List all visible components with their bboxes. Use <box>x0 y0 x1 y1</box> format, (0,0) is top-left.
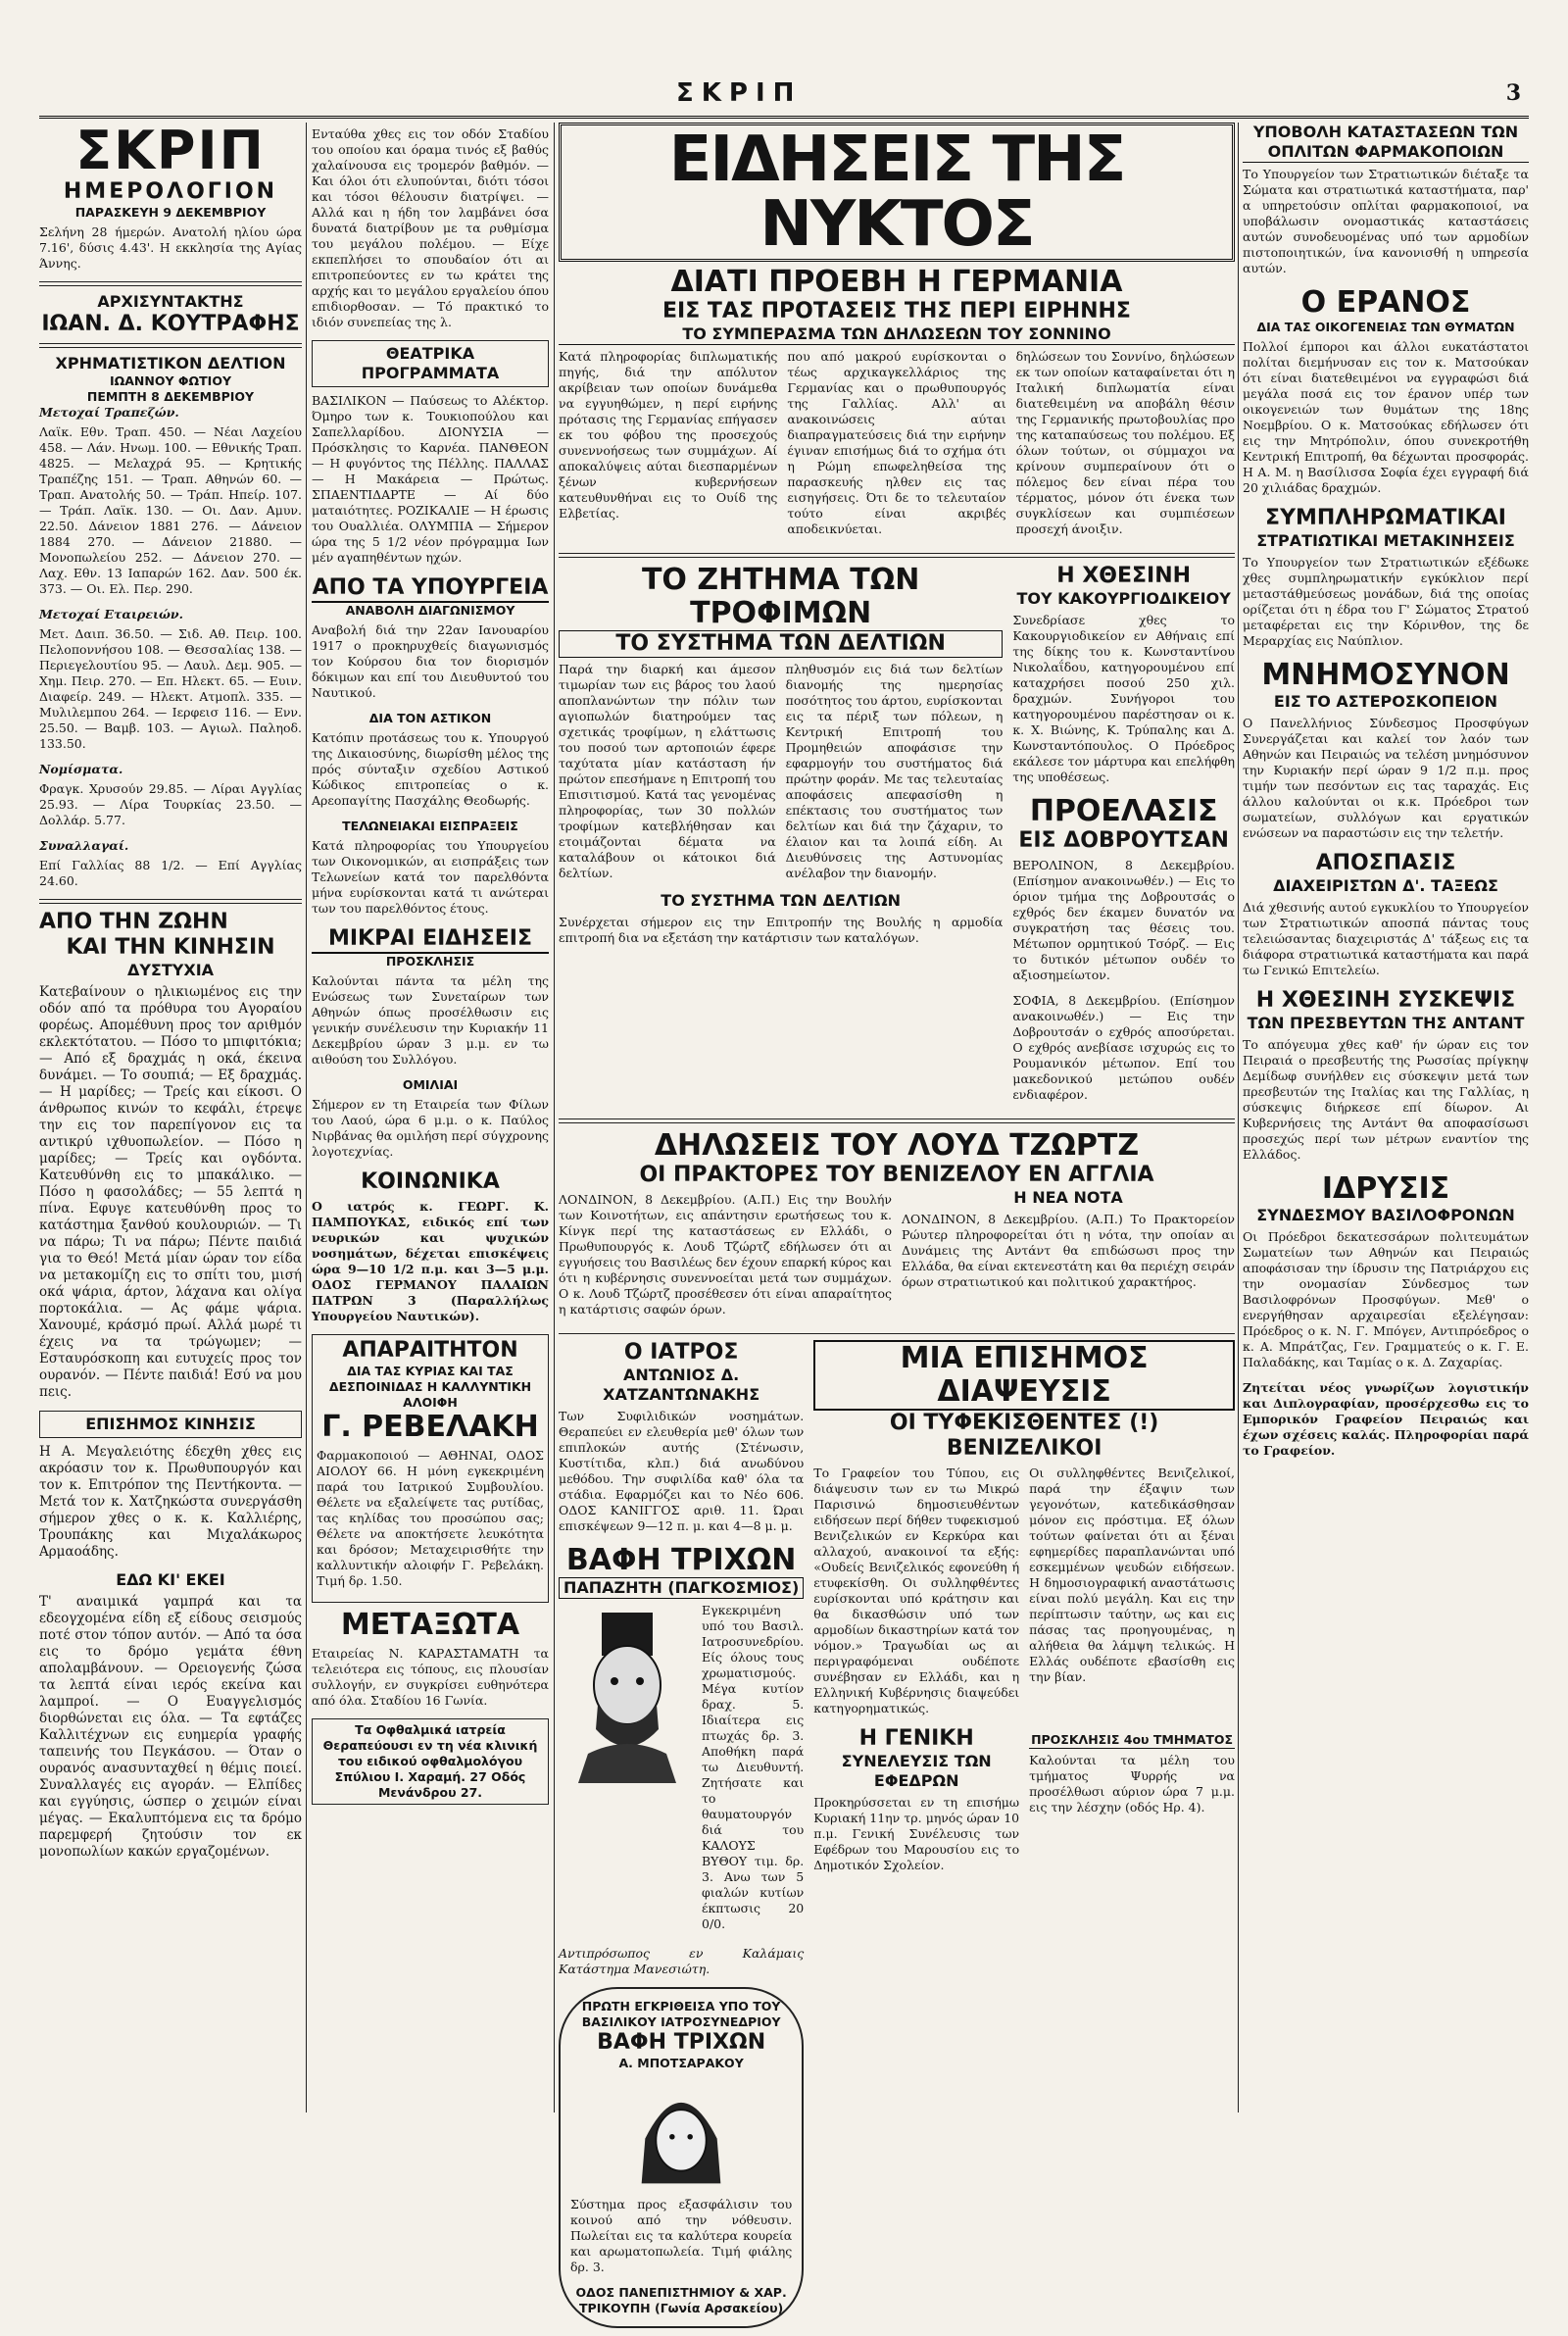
denial-story <box>813 1340 1235 2336</box>
divider <box>559 1333 1235 1334</box>
article-text: που από μακρού ευρίσκονται ο τέως αρχικαγκελλάριος της Γερμανίας και ο πρωθυπουργός της Γαλλίας. Αλλ' αι ανακοινώσεις αύται διαπραγματεύσεις διά την ειρήνην έγιναν επισήμως διά το σχήμα ότι η Ρώμη επωφεληθείσα της παρασκευής ηλθεν εις τας εισηγήσεις. Ότι δε το τελευταίον τούτο είναι ακριβές αποδεικνύεται. <box>787 349 1006 536</box>
bulletin-subtitle: Μετοχαί Εταιρειών. <box>39 607 183 621</box>
subheadline: ΤΟΥ ΚΑΚΟΥΡΓΙΟΔΙΚΕΙΟΥ <box>1016 589 1231 608</box>
article-text: δηλώσεων του Σοννίνο, δηλώσεων εκ των οποίων καταφαίνεται ότι η Ιταλική διπλωματία είναι διατεθειμένη να αποβάλη θέσιν της Γερμανικής πρωτοβουλίας προ της καταπαύσεως του πολέμου. Εξ όλων τούτων, οι σύμμαχοι να κρίνουν συμπεραίνουν ότι ο πόλεμος δεν είναι πέρα του τέρματος, μόνον ότι ένεκα των συγκλίσεων και συμπιέσεων προσεχή άνοιξιν. <box>1015 349 1235 536</box>
advertisement: Τα Οφθαλμικά ιατρεία Θεραπεύουσι εν τη νέα κλινική του ειδικού οφθαλμολόγου Σπύλιου Ι. Χαραμή. 27 Οδός Μενάνδρου 27. <box>312 1718 549 1805</box>
headline: ΔΗΛΩΣΕΙΣ ΤΟΥ ΛΟΥΔ ΤΖΩΡΤΖ <box>654 1128 1140 1163</box>
ad-text: Εταιρείας Ν. ΚΑΡΑΣΤΑΜΑΤΗ τα τελειότερα εις τόπους, εις πλουσίαν συλλογήν, εν συγκρίσει ευθηνότερα από όλα. Σταδίου 16 Γωνία. <box>312 1646 549 1708</box>
food-story <box>559 564 1003 1113</box>
article-head: ΙΔΡΥΣΙΣ <box>1321 1171 1450 1206</box>
editor-label: ΑΡΧΙΣΥΝΤΑΚΤΗΣ <box>97 292 244 311</box>
article-text: Σήμερον εν τη Εταιρεία των Φίλων του Λαού, ώρα 6 μ.μ. ο κ. Παύλος Νιρβάνας θα ομιλήση περί σύγχρονης λογοτεχνίας. <box>312 1097 549 1159</box>
bulletin-subtitle: Μετοχαί Τραπεζών. <box>39 405 179 420</box>
subheadline: ΣΥΝΕΛΕΥΣΙΣ ΤΩΝ ΕΦΕΔΡΩΝ <box>841 1752 992 1790</box>
divider <box>559 553 1235 558</box>
article-text: Κατά πληροφορίας διπλωματικής πηγής, διά την απόλυτον ακρίβειαν των οποίων δυνάμεθα να εγγυηθώμεν, η περί ειρήνης πρότασις της Γερμανίας επήγασεν εκ του φόβου της προσεχούς συνεννοήσεως των συμμάχων. Αί αποκαλύψεις αύται διεσπαρμένων ξένων κυβερνήσεων κατευθυνθήναι εις το Ουίδ της Ελβετίας. <box>559 349 778 521</box>
article-text: Ενταύθα χθες εις τον οδόν Σταδίου του οποίου και όραμα τινός εξ βαθύς χαλαίνουσα εις τρομερόν βαθμόν. — Και όλοι ότι ελυπούνται, διότι τόσοι και τόσοι θέλουσιν διατρίψει. — Αλλά και η ήδη τον λαμβάνει όσα δυνατά διατρίβουν με τα ρυθμίσμα του μεγάλου πολέμου. — Είχε εκπεπλήσει το σπουδαίον ότι αι επιτροπεύοντες εν τω κράτει της αρχής και το μεγάλου εργαλείου όπου επιδιορθοσαν. — Τό πρακτικό το ιδιόν συνεπείας της λ. <box>312 126 549 329</box>
divider <box>559 1118 1235 1123</box>
article-head: ΕΠΙΣΗΜΟΣ ΚΙΝΗΣΙΣ <box>39 1411 302 1438</box>
article-head: ΣΥΜΠΛΗΡΩΜΑΤΙΚΑΙ <box>1265 506 1506 530</box>
ad-brand: ΠΑΠΑΖΗΤΗ (ΠΑΓΚΟΣΜΙΟΣ) <box>559 1577 804 1599</box>
bulletin-date: ΠΕΜΠΤΗ 8 ΔΕΚΕΜΒΡΙΟΥ <box>86 389 255 404</box>
article-text: Πολλοί έμποροι και άλλοι ευκατάστατοι πολίται διεμήνυσαν εις τον κ. Ματσούκαν ότι είναι διατεθειμένοι να εγγραφώσι διά μεγάλα ποσά εις τον έρανον υπέρ των οικογενειών των θυμάτων της 18ης Νοεμβρίου. Ο κ. Ματσούκας εδήλωσεν ότι εις την Μητρόπολιν, όπου συνεκροτήθη Κεντρική Επιτροπή, θα δέχωνται προσφοράς. Η Α. Μ. η Βασίλισσα Σοφία έχει εγγραφή διά 20 χιλιάδας δραχμών. <box>1243 339 1529 495</box>
article-text: ΛΟΝΔΙΝΟΝ, 8 Δεκεμβρίου. (Α.Π.) Το Πρακτορείον Ρώυτερ πληροφορείται ότι η νότα, την οποίαν αι Δυνάμεις της Αντάντ θα επιδώσωσι προς την Ελλάδα, θα είναι εκτενεστάτη και θα περιέχη σειράν όρων στρατιωτικού και πολιτικού χαρακτήρος. <box>902 1212 1235 1289</box>
article-subhead: ΤΩΝ ΠΡΕΣΒΕΥΤΩΝ ΤΗΣ ΑΝΤΑΝΤ <box>1247 1014 1525 1032</box>
article-head: ΑΠΟΣΠΑΣΙΣ <box>1315 851 1456 875</box>
article-head: ΘΕΑΤΡΙΚΑ ΠΡΟΓΡΑΜΜΑΤΑ <box>312 340 549 387</box>
article-subhead: ΟΜΙΛΙΑΙ <box>402 1077 459 1092</box>
bulletin-title: ΧΡΗΜΑΤΙΣΤΙΚΟΝ ΔΕΛΤΙΟΝ <box>55 354 286 373</box>
article-subhead: ΠΡΟΣΚΛΗΣΙΣ <box>385 954 475 969</box>
article-subhead: ΔΙΑΧΕΙΡΙΣΤΩΝ Δ'. ΤΑΞΕΩΣ <box>1273 876 1498 895</box>
ads-column <box>559 1340 804 2336</box>
second-row <box>559 564 1235 1113</box>
column-2 <box>312 123 549 2112</box>
column-rule <box>554 123 555 2112</box>
almanac-text: Σελήνη 28 ήμερών. Ανατολή ηλίου ώρα 7.16', δύσις 4.43'. Η εκκλησία της Αγίας Άννης. <box>39 224 302 271</box>
article-text: πληθυσμόν εις διά των δελτίων διανομής της ημερησίας ποσότητος του άρτου, ευρίσκονται εις τα πέριξ των πόλεων, η Κεντρική Επιτροπή του Προμηθειών αποφάσισε την εφαρμογήν του συστήματος διά πρώτην φοράν. Με τας τελευταίας αποφάσεις απεφασίσθη η επέκτασις του συστήματος των δελτίων και διά την ζάχαριν, το έλαιον και τα λοιπά είδη. Αι Διευθύνσεις της Αστυνομίας ανέλαβον την διανομήν. <box>785 662 1004 880</box>
article-text: ΒΑΣΙΛΙΚΟΝ — Παύσεως το Αλέκτορ. Όμηρο των κ. Τουκιοπούλου και Σαπελλαρίδου. ΔΙΟΝΥΣΙΑ — Πρόσκλησις το Καρνέα. ΠΑΝΘΕΟΝ — Η φυγόντος της Πέλλης. ΠΑΛΛΑΣ — Η Μακάρεια — Πρώτως. ΣΠΑΕΝΤΙΔΑΡΤΕ — Αί δύο ματαιότητες. ΡΟΖΙΚΑΛΙΕ — Η έρωσις του Ουαλλιέα. ΟΛΥΜΠΙΑ — Σήμερον ώρα της 5 1/2 νέον πρόγραμμα Ιων μέν αγαπηθέντων ηχών. <box>312 393 549 565</box>
masthead-title: ΣΚΡΙΠ <box>676 78 803 108</box>
article-subhead: ΤΕΛΩΝΕΙΑΚΑΙ ΕΙΣΠΡΑΞΕΙΣ <box>342 819 518 833</box>
bulletin-subtitle: Συναλλαγαί. <box>39 838 129 853</box>
advertisement <box>559 1987 804 2328</box>
banner-headline: ΕΙΔΗΣΕΙΣ ΤΗΣ ΝΥΚΤΟΣ <box>559 123 1235 262</box>
logo: ΣΚΡΙΠ <box>75 120 266 181</box>
ad-brand: Α. ΜΠΟΤΣΑΡΑΚΟΥ <box>618 2056 744 2070</box>
calendar-title: ΗΜΕΡΟΛΟΓΙΟΝ <box>63 179 278 204</box>
headline: ΠΡΟΕΛΑΣΙΣ <box>1029 794 1218 828</box>
column-1 <box>39 120 302 2112</box>
article-text: Κατόπιν προτάσεως του κ. Υπουργού της Δικαιοσύνης, διωρίσθη μέλος της πρός σύνταξιν σχεδίου Αστικού Κώδικος επιτροπείας ο κ. Αρεοπαγίτης Πασχάλης Θεοδωρής. <box>312 730 549 808</box>
headline: ΜΙΑ ΕΠΙΣΗΜΟΣ ΔΙΑΨΕΥΣΙΣ <box>813 1340 1235 1411</box>
article-text: Το Υπουργείον των Στρατιωτικών διέταξε τα Σώματα και στρατιωτικά καταστήματα, παρ' α υπηρετούσιν οπλίται φαρμακοποιοί, να υποβάλωσιν ονομαστικάς καταστάσεις αυτών συνοδευομένας υπό των αρμοδίων πιστοποιητικών, ίνα κανονισθή η υπηρεσία αυτών. <box>1243 167 1529 275</box>
column-6 <box>1243 123 1529 2112</box>
ad-text: Των Συφιλιδικών νοσημάτων. Θεραπεύει εν ελευθερία μεθ' όλων των επιπλοκών αυτής (Στένωσιν, Κυστίτιδα, κλπ.) διά ανωδύνου μεθόδου. Την συφιλίδα καθ' όλα τα στάδια. Εφαρμόζει και το Νέο 606. ΟΔΟΣ ΚΑΝΙΓΓΟΣ αριθ. 11. Ώραι επισκέψεων 9—12 π. μ. και 4—8 μ. μ. <box>559 1409 805 1533</box>
headline: ΕΙΣ ΤΑΣ ΠΡΟΤΑΣΕΙΣ ΤΗΣ ΠΕΡΙ ΕΙΡΗΝΗΣ <box>662 299 1131 323</box>
divider <box>39 281 302 286</box>
ad-head: Ο ΙΑΤΡΟΣ <box>623 1340 739 1365</box>
article-subhead: ΣΤΡΑΤΙΩΤΙΚΑΙ ΜΕΤΑΚΙΝΗΣΕΙΣ <box>1256 531 1515 550</box>
divider <box>39 343 302 348</box>
ad-brand: Γ. ΡΕΒΕΛΑΚΗ <box>321 1410 539 1444</box>
article-text: Το Γραφείον του Τύπου, εις διάψευσιν των εν τω Μικρώ Παρισινώ δημοσιευθέντων ειδήσεων περί δήθεν τυφεκισμού Βενιζελικών εν Κερκύρα και αλλαχού, ανακοινοί τα εξής: «Ουδείς Βενιζελικός εφονεύθη ή ετυφεκίσθη. Οι συλληφθέντες ευρίσκονται υπό κράτησιν και θα δικασθώσιν υπό των αρμοδίων δικαστηρίων κατά τον νόμον.» Τραγωδίαι ως αι περιγραφόμεναι ουδέποτε συνέβησαν εν Ελλάδι, και η Ελληνική Κυβέρνησις διαψεύδει κατηγορηματικώς. <box>813 1466 1020 1715</box>
article-text: Προκηρύσσεται εν τη επισήμω Κυριακή 11ην τρ. μηνός ώραν 10 π.μ. Γενική Συνέλευσις των Εφέδρων του Μαρουσίου εις το Δημοτικόν Σχολείον. <box>813 1795 1020 1872</box>
article-head: ΕΔΩ ΚΙ' ΕΚΕΙ <box>116 1570 225 1589</box>
article-head: ΠΡΟΣΚΛΗΣΙΣ 4ου ΤΜΗΜΑΤΟΣ <box>1031 1732 1234 1747</box>
article-subhead: ΔΙΑ ΤΟΝ ΑΣΤΙΚΟΝ <box>368 711 492 725</box>
woman-portrait-illustration <box>627 2075 735 2193</box>
headline: Η ΓΕΝΙΚΗ <box>858 1726 974 1751</box>
article-text: Ο ιατρός κ. ΓΕΩΡΓ. Κ. ΠΑΜΠΟΥΚΑΣ, ειδικός επί των νευρικών και ψυχικών νοσημάτων, δέχεται επισκέψεις ώρα 9—10 1/2 π.μ. και 3—5 μ.μ. ΟΔΟΣ ΓΕΡΜΑΝΟΥ ΠΑΛΑΙΩΝ ΠΑΤΡΩΝ 3 (Παραλλήλως Υπουργείου Ναυτικών). <box>312 1199 549 1323</box>
headline: Η ΧΘΕΣΙΝΗ <box>1056 564 1192 588</box>
article-text: ΒΕΡΟΛΙΝΟΝ, 8 Δεκεμβρίου. (Επίσημον ανακοινωθέν.) — Εις το όριον τμήμα της Δοβρουτσάς ο εχθρός δεν έκαμεν δυνατόν να συγκρατήση τας θέσεις του. Μέτωπον ορμητικού Τσόρζ. — Εις το δυτικόν μέτωπον ουδέν το αξιοσημείωτον. <box>1012 858 1235 982</box>
side-stories <box>1012 564 1235 1113</box>
article-text: Αναβολή διά την 22αν Ιανουαρίου 1917 ο προκηρυχθείς διαγωνισμός τον Κούρσου δια τον διορισμόν δόκιμων και επί του Διευθυντού του Ναυτικού. <box>312 622 549 700</box>
headline: ΤΟ ΖΗΤΗΜΑ ΤΩΝ ΤΡΟΦΙΜΩΝ <box>641 563 920 630</box>
article-head: ΤΟ ΣΥΣΤΗΜΑ ΤΩΝ ΔΕΛΤΙΩΝ <box>661 891 902 910</box>
advertisement <box>312 1334 549 1603</box>
article-text: Τ' αναιμικά γαμπρά και τα εδεογχομένα είδη εξ είδους σεισμούς ποτέ στον τόπον αυτόν. — Από τα όσα εις το δρόμο γεμάτα έθνη απολαμβάνουν. — Ορειογενής ζώσα τα λεπτά είναι ιερός εκείνα και λαμπροί. — Ο Ευαγγελισμός διορθώνεται εις όλα. — Τα εφτάζες Καλλιτέχνων εις ευημερία γραφής ταπεινής του Πεγκάσου. — Όταν ο ουρανός ανασυνταχθεί η θέμις ποιεί. Συναλλαγές εις αγοράν. — Ελπίδες και εγγύησις, ώσπερ ο χειμών είναι μέγας. — Εκαλυπτόμενα εις τα δρόμο παρεμφερή ζητούσιν τον εκ μονοπωλίων κακών εργαζομένων. <box>39 1594 302 1860</box>
section-head: ΑΠΟ ΤΗΝ ΖΩΗΝ <box>39 910 228 934</box>
subheadline: ΕΙΣ ΔΟΒΡΟΥΤΣΑΝ <box>1018 828 1229 853</box>
article-text: Η Α. Μεγαλειότης έδεχθη χθες εις ακρόασιν τον κ. Πρωθυπουργόν και τον κ. Επιτρόπον της Πεντήκοντα. — Μετά τον κ. Χατζηκώστα συνεργάσθη σήμερον χθες ο κ. κ. Καλλιέρης, Τρουπάκης και Μιχαλάκωρος Αρμαοάδης. <box>39 1444 302 1560</box>
article-text: Ο Πανελλήνιος Σύνδεσμος Προσφύγων Συνεργάζεται και καλεί τον λαόν των Αθηνών και Πειραιώς να τελέση μνημόσυνον την Κυριακήν περί ώραν 9 1/2 π.μ. προς τιμήν των πεσόντων εις τας ταραχάς. Εις άλλου καλούνται οι κ.κ. Πρόεδροι των σωματείων, συλλόγων και εργατικών ενώσεων να παραστώσιν εις την τελετήν. <box>1243 716 1529 840</box>
section-head: ΑΠΟ ΤΑ ΥΠΟΥΡΓΕΙΑ <box>312 575 549 603</box>
bulletin-subtitle: Νομίσματα. <box>39 762 123 776</box>
article-subhead: ΕΙΣ ΤΟ ΑΣΤΕΡΟΣΚΟΠΕΙΟΝ <box>1273 692 1498 711</box>
article-head: Η ΧΘΕΣΙΝΗ ΣΥΣΚΕΨΙΣ <box>1255 988 1516 1013</box>
bulletin-text: Φραγκ. Χρυσούν 29.85. — Λίραι Αγγλίας 25.93. — Λίρα Τουρκίας 23.50. — Δολλάρ. 5.77. <box>39 781 302 827</box>
article-subhead: ΔΙΑ ΤΑΣ ΟΙΚΟΓΕΝΕΙΑΣ ΤΩΝ ΘΥΜΑΤΩΝ <box>1256 320 1515 334</box>
article-head: ΔΥΣΤΥΧΙΑ <box>126 961 215 979</box>
classified-ad: Ζητείται νέος γνωρίζων λογιστικήν και Διπλογραφίαν, προσέρχεσθω εις το Εμπορικόν Γραφείον Πειραιώς και έχων σχέσεις καλάς. Πληροφορίαι παρά το Γραφείον. <box>1243 1380 1529 1458</box>
article-text: Παρά την διαρκή και άμεσον τιμωρίαν των εις βάρος του λαού αποπλανώντων την πόλιν των αγιοπωλών διατηρούμεν τας σχετικάς τροφίμων, η ελάττωσις του ποσού των αρτοποιών έφερε ταχύτατα μίαν κατάσταση ήν πρώτον επεσήμανε η Επιτροπή του Επισιτισμού. Κατά τας γενομένας πληροφορίας, των 30 πολλών τροφίμων κατεβλήθησαν και ετοιμάζονται δέματα να καταλάβουν οι κάτοικοι διά δελτίων. <box>559 662 776 880</box>
article-text: ΛΟΝΔΙΝΟΝ, 8 Δεκεμβρίου. (Α.Π.) Εις την Βουλήν των Κοινοτήτων, εις απάντησιν ερωτήσεως του κ. Κίνγκ περί της καταστάσεως εν Ελλάδι, ο Πρωθυπουργός κ. Λουδ Τζώρτζ εδήλωσεν ότι αι εγγυήσεις του Βασιλέως δεν έχουν επαρκή κύρος και ότι η κυβέρνησις συνεννοείται μετά των συμμάχων. Ο κ. Λουδ Τζώρτζ προσέθεσεν ότι είναι απαραίτητος η κατάρτισις σαφών όρων. <box>559 1192 892 1317</box>
column-rule <box>306 123 307 2112</box>
bulletin-text: Λαϊκ. Εθν. Τραπ. 450. — Νέαι Λαχείου 458. — Λάν. Ηνωμ. 100. — Εθνικής Τραπ. 4825. — Μελαχρά 95. — Κρητικής Τραπέζης 151. — Τραπ. Αθηνών 60. — Τραπ. Ανατολής 50. — Τράπ. Ηπείρ. 107. — Τράπ. Λαϊκ. 130. — Οι. Δαν. Αμυν. 22.50. Δάνειον 1881 276. — Δάνειον 1884 270. — Δάνειον 21880. — Μονοπωλείου 252. — Δάνειον 270. — Λαχ. Εθν. 13 Ιαπαρών 162. Δαν. 500 έκ. 373. — Οι. Ελ. Περ. 290. <box>39 424 302 596</box>
ad-head: ΒΑΦΗ ΤΡΙΧΩΝ <box>597 2030 766 2055</box>
article-subhead: ΣΥΝΔΕΣΜΟΥ ΒΑΣΙΛΟΦΡΟΝΩΝ <box>1256 1206 1515 1224</box>
ad-head: ΑΠΑΡΑΙΤΗΤΟΝ <box>342 1338 518 1363</box>
main-news-block <box>559 123 1235 2315</box>
article-head: ΜΝΗΜΟΣΥΝΟΝ <box>1261 658 1510 692</box>
section-head: ΜΙΚΡΑΙ ΕΙΔΗΣΕΙΣ <box>312 926 549 954</box>
ad-text: Φαρμακοποιού — ΑΘΗΝΑΙ, ΟΔΟΣ ΑΙΟΛΟΥ 66. Η μόνη εγκεκριμένη παρά του Ιατρικού Συμβουλίου. Θέλετε να εξαλείψετε τας ρυτίδας, τας κηλίδας του προσώπου σας; Θέλετε να αποκτήσετε λευκότητα και δρόσον; Μεταχειρισθήτε την καλλυντικήν αλοιφήν Γ. Ρεβελάκη. Τιμή δρ. 1.50. <box>317 1448 544 1588</box>
article-text: Συνεδρίασε χθες το Κακουργιοδικείον εν Αθήναις επί της δίκης του κ. Κωνσταντίνου Νικολαΐδου, κατηγορουμένου επί καταχρήσει ποσού 250 χιλ. δραχμών. Συνήγοροι του κατηγορουμένου παρέστησαν οι κ. κ. Χ. Βιώνης, Κ. Τρύπαλης και Δ. Κωνσταντόπουλος. Ο Πρόεδρος εκάλεσε τον μάρτυρα και επελήφθη της υποθέσεως. <box>1012 613 1235 784</box>
article-text: Διά χθεσινής αυτού εγκυκλίου το Υπουργείον των Στρατιωτικών αποσπά πάντας τους τελειώσαντας διαχειριστάς Δ' τάξεως εις τα διάφορα στρατιωτικά καταστήματα και παρά τω Γενικώ Επιτελείω. <box>1243 900 1529 977</box>
subheadline: ΤΟ ΣΥΣΤΗΜΑ ΤΩΝ ΔΕΛΤΙΩΝ <box>559 630 1003 658</box>
bulletin-text: Επί Γαλλίας 88 1/2. — Επί Αγγλίας 24.60. <box>39 858 302 888</box>
ad-subhead: ΔΙΑ ΤΑΣ ΚΥΡΙΑΣ ΚΑΙ ΤΑΣ ΔΕΣΠΟΙΝΙΔΑΣ Η ΚΑΛΛΥΝΤΙΚΗ ΑΛΟΙΦΗ <box>328 1364 532 1410</box>
article-text: Το Υπουργείον των Στρατιωτικών εξέδωκε χθες συμπληρωματικήν εγκύκλιον περί μεταστάθμεύσεως μονάδων, διά της οποίας ορίζεται ότι η έδρα του Γ' Σώματος Στρατού μεταφέρεται εις την Κόρινθον, της δε Μεραρχίας εις Ναύπλιον. <box>1243 555 1529 648</box>
ad-head: ΜΕΤΑΞΩΤΑ <box>340 1608 520 1642</box>
section-subhead: ΚΑΙ ΤΗΝ ΚΙΝΗΣΙΝ <box>66 935 275 960</box>
article-text: Κατεβαίνουν ο ηλικιωμένος εις την οδόν από τα πρόθυρα του Αγοραίου φορέως. Απομέθυνη προς τον αριθμόν εκλεκτότατου. — Πόσο το μπιφιτόκια; — Από εξ δραχμάς η οκά, έκεινα δυνάμει. — Το σουπιά; — Εξ δραχμάς. — Η μαρίδες; — Τρείς και είκοσι. Ο άνθρωπος κινών το κεφάλι, έτρεψε την εις τον παρεπίγονον εις τα αντικρύ ιχθυοπωλείον. — Πόσο η μαρίδες; — Τρείς και ογδόντα. Κατευθύνθη εις το μπακάλικο. — Πόσο η φασολάδες; — 55 λεπτά η πίνα. Εφυγε κατευθύνθη προς το κατάστημα ξανθού κουλουριών. — Τι να πάρω; Τι να πάρω; Πέντε παιδιά για το Θεό! Μετά μίαν ώραν τον είδα να μετακομίζη εις το σπίτι του, μισή οκά ψάρια, άρτον, λάχανα και ολίγα πορτοκάλια. — Ας φάμε ψάρια. Χανουμέ, κράσμό πρωί. Αλλά μωρέ τι έχεις να τα τρώγωμεν; — Εσταυρόσκοπη και ευτυχείς προς τον ουρανόν. — Πέντε παιδιά! Εσύ να μου πεις. <box>39 984 302 1400</box>
article-head: Η ΝΕΑ ΝΟΤΑ <box>1013 1188 1123 1207</box>
column-rule <box>1238 123 1239 2112</box>
subheadline: ΤΟ ΣΥΜΠΕΡΑΣΜΑ ΤΩΝ ΔΗΛΩΣΕΩΝ ΤΟΥ ΣΟΝΝΙΝΟ <box>559 324 1235 345</box>
man-portrait-illustration <box>559 1607 696 1783</box>
article-head: Ο ΕΡΑΝΟΣ <box>1300 285 1471 320</box>
article-head: ΥΠΟΒΟΛΗ ΚΑΤΑΣΤΑΣΕΩΝ ΤΩΝ ΟΠΛΙΤΩΝ ΦΑΡΜΑΚΟΠΟΙΩΝ <box>1243 123 1529 163</box>
article-text: Κατά πληροφορίας του Υπουργείου των Οικονομικών, αι εισπράξεις των Τελωνείων κατά τον παρελθόντα μήνα ευρίσκονται κατά τι ανώτεραι των του παρελθόντος έτους. <box>312 838 549 916</box>
headline: ΔΙΑΤΙ ΠΡΟΕΒΗ Η ΓΕΡΜΑΝΙΑ <box>670 265 1123 299</box>
article-text: Το απόγευμα χθες καθ' ήν ώραν εις τον Πειραιά ο πρεσβευτής της Ρωσσίας πρίγκηψ Δεμίδωφ συνήλθεν εις σύσκεψιν μετά των πρεσβευτών της Ιταλίας και της Γαλλίας, η σύσκεψις διήρκεσε επί δίωρον. Αι Κυβερνήσεις της Αντάντ θα αποφασίσωσι προσεχώς περί των μέτρων εναντίον της Ελλάδος. <box>1243 1037 1529 1162</box>
ad-text: Σύστημα προς εξασφάλισιν του κοινού από την νόθευσιν. Πωλείται εις τα καλύτερα κουρεία και αρωματοπωλεία. Τιμή φιάλης δρ. 3. <box>570 2197 793 2274</box>
ad-head: ΒΑΦΗ ΤΡΙΧΩΝ <box>565 1543 797 1577</box>
masthead <box>39 76 1529 119</box>
ad-address: ΟΔΟΣ ΠΑΝΕΠΙΣΤΗΜΙΟΥ & ΧΑΡ. ΤΡΙΚΟΥΠΗ (Γωνία Αρσακείου) <box>575 2285 787 2315</box>
subheadline: ΟΙ ΤΥΦΕΚΙΣΘΕΝΤΕΣ (!) ΒΕΝΙΖΕΛΙΚΟΙ <box>889 1411 1159 1461</box>
article-subhead: ΑΝΑΒΟΛΗ ΔΙΑΓΩΝΙΣΜΟΥ <box>345 603 515 618</box>
article-text: Συνέρχεται σήμερον εις την Επιτροπήν της Βουλής η αρμοδία επιτροπή δια να εξετάση την κατάρτισιν των καταλόγων. <box>559 915 1004 945</box>
bulletin-text: Μετ. Δαιπ. 36.50. — Σιδ. Αθ. Πειρ. 100. Πελοποννήσου 108. — Θεσσαλίας 138. — Περιεγελουτίου 95. — Λαυλ. Δεμ. 905. — Χημ. Πειρ. 270. — Επ. Ηλεκτ. 65. — Ευιν. Διαφείρ. 249. — Ηλεκτ. Ατμοπλ. 335. — Μυλιλεμπου 264. — Ιερφεισ 116. — Ενν. 25.50. — Βαμβ. 103. — Αγιωλ. Παληοδ. 133.50. <box>39 626 302 751</box>
article-text: Οι Πρόεδροι δεκατεσσάρων πολιτευμάτων Σωματείων των Αθηνών και Πειραιώς αποφάσισαν την ίδρυσιν της Πατριάρχου εις την ονομασίαν Σύνδεσμος των Βασιλοφρόνων Προσφύγων. Μεθ' ο ενεργήθησαν αρχαιρεσίαι εξελέγησαν: Πρόεδρος ο κ. Ν. Γ. Μπόγεν, Αντιπρόεδρος ο κ. Α. Μπράτζας, Γεν. Γραμματεύς ο κ. Γ. Ε. Παλαδάκης, και Ταμίας ο κ. Δ. Ζαχαρίας. <box>1243 1229 1529 1369</box>
ad-brand: ΑΝΤΩΝΙΟΣ Δ. ΧΑΤΖΑΝΤΩΝΑΚΗΣ <box>603 1366 760 1404</box>
lead-story <box>559 345 1235 547</box>
divider <box>39 899 302 904</box>
editor-name: ΙΩΑΝ. Δ. ΚΟΥΤΡΑΦΗΣ <box>41 312 300 336</box>
article-text: Καλούνται τα μέλη του τμήματος Ψυρρής να προσέλθωσι αύριον ώρα 7 μ.μ. εις την λέσχην (οδός Ηρ. 4). <box>1029 1753 1235 1814</box>
page-number: 3 <box>1505 80 1521 106</box>
subheadline: ΟΙ ΠΡΑΚΤΟΡΕΣ ΤΟΥ ΒΕΝΙΖΕΛΟΥ ΕΝ ΑΓΓΛΙΑ <box>639 1163 1154 1187</box>
article-text: Καλούνται πάντα τα μέλη της Ενώσεως των Συνεταίρων των Αθηνών όπως προσέλθωσιν εις γενικήν συνέλευσιν την Κυριακήν 11 Δεκεμβρίου ώραν 3 μ.μ. εν τω αιθούση του Συλλόγου. <box>312 973 549 1067</box>
calendar-date: ΠΑΡΑΣΚΕΥΗ 9 ΔΕΚΕΜΒΡΙΟΥ <box>74 205 267 220</box>
ad-caption: Αντιπρόσωπος εν Καλάμαις Κατάστημα Μανεσιώτη. <box>559 1946 805 1976</box>
bulletin-broker: ΙΩΑΝΝΟΥ ΦΩΤΙΟΥ <box>109 373 231 388</box>
ad-text: Εγκεκριμένη υπό του Βασιλ. Ιατροσυνεδρίου. Είς όλους τους χρωματισμούς. Μέγα κυτίον δραχ. 5. Ιδιαίτερα εις πτωχάς δρ. 3. Αποθήκη παρά τω Διευθυντή. Ζητήσατε και το θαυματουργόν διά του ΚΑΛΟΥΣ ΒΥΘΟΥ τιμ. δρ. 3. Ανω των 5 φιαλών κυτίων έκπτωσις 20 0/0. <box>702 1603 805 1931</box>
section-head: ΚΟΙΝΩΝΙΚΑ <box>361 1169 500 1194</box>
ad-subhead: ΠΡΩΤΗ ΕΓΚΡΙΘΕΙΣΑ ΥΠΟ ΤΟΥ ΒΑΣΙΛΙΚΟΥ ΙΑΤΡΟΣΥΝΕΔΡΙΟΥ <box>581 1999 781 2029</box>
article-text: ΣΟΦΙΑ, 8 Δεκεμβρίου. (Επίσημον ανακοινωθέν.) — Εις την Δοβρουτσάν ο εχθρός αποσύρεται. Ο εχθρός ανεβίασε ισχυρώς εις το Ρουμανικόν μέτωπον. Επί του μακεδονικού μετώπου ουδέν ενδιαφέρον. <box>1012 993 1235 1102</box>
lower-row <box>559 1340 1235 2336</box>
article-text: Οι συλληφθέντες Βενιζελικοί, παρά την έξαψιν των γεγονότων, κατεδικάσθησαν μόνον εις πρόστιμα. Εξ όλων τούτων φαίνεται ότι αι ξέναι εφημερίδες παραπλανώνται υπό εσκεμμένων ψευδών ειδήσεων. Η δημοσιογραφική αναστάτωσις είναι πολύ μεγάλη. Και εις την περίπτωσιν ταύτην, ως και εις πάσας τας προηγουμένας, η αλήθεια θα λάμψη τελικώς. Η Ελλάς ουδέποτε εβασίσθη εις την βίαν. <box>1029 1466 1235 1684</box>
